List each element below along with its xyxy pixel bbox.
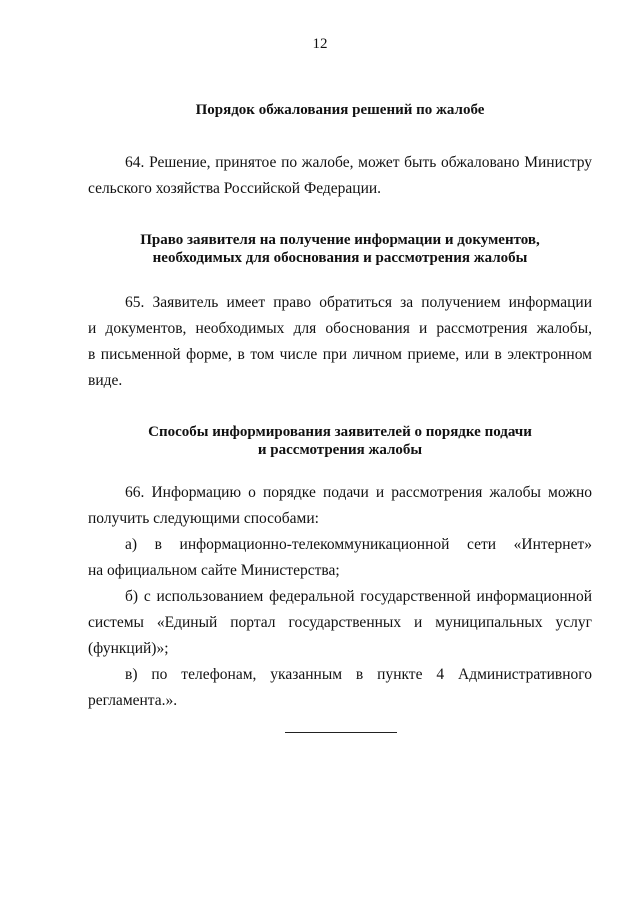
list-item-b: б) с использованием федеральной государственной информационной [125,588,592,605]
paragraph-64 [88,150,592,202]
end-rule [285,732,397,733]
heading-line: Порядок обжалования решений по жалобе [195,102,485,118]
heading-line: Способы информирования заявителей о порядке подачи [148,424,532,440]
paragraph-line: сельского хозяйства Российской Федерации. [88,180,382,197]
paragraph-line: (функций)»; [88,640,169,657]
page-number: 12 [312,36,328,52]
section-heading-information-methods [60,423,620,459]
paragraph-line: 65. Заявитель имеет право обратиться за получением информации [125,294,592,311]
paragraph-line: на официальном сайте Министерства; [88,562,340,579]
paragraph-line: 66. Информацию о порядке подачи и рассмотрения жалобы можно [125,484,592,501]
list-item-v: в) по телефонам, указанным в пункте 4 Административного [125,666,592,683]
heading-line: и рассмотрения жалобы [257,442,423,458]
list-item-a: а) в информационно-телекоммуникационной сети «Интернет» [125,536,592,553]
paragraph-line: системы «Единый портал государственных и муниципальных услуг [88,614,592,631]
paragraph-line: регламента.». [88,692,178,709]
paragraph-line: 64. Решение, принятое по жалобе, может быть обжаловано Министру [125,154,592,171]
section-heading-applicant-right [60,231,620,267]
paragraph-line: и документов, необходимых для обоснования и рассмотрения жалобы, [88,320,592,337]
paragraph-65 [88,290,592,394]
paragraph-line: получить следующими способами: [88,510,319,527]
paragraph-line: в письменной форме, в том числе при личном приеме, или в электронном [88,346,592,363]
paragraph-66 [88,480,592,714]
section-heading-appeal-order [60,101,620,119]
paragraph-line: виде. [88,372,123,389]
heading-line: Право заявителя на получение информации и документов, [140,232,540,248]
heading-line: необходимых для обоснования и рассмотрения жалобы [152,250,528,266]
